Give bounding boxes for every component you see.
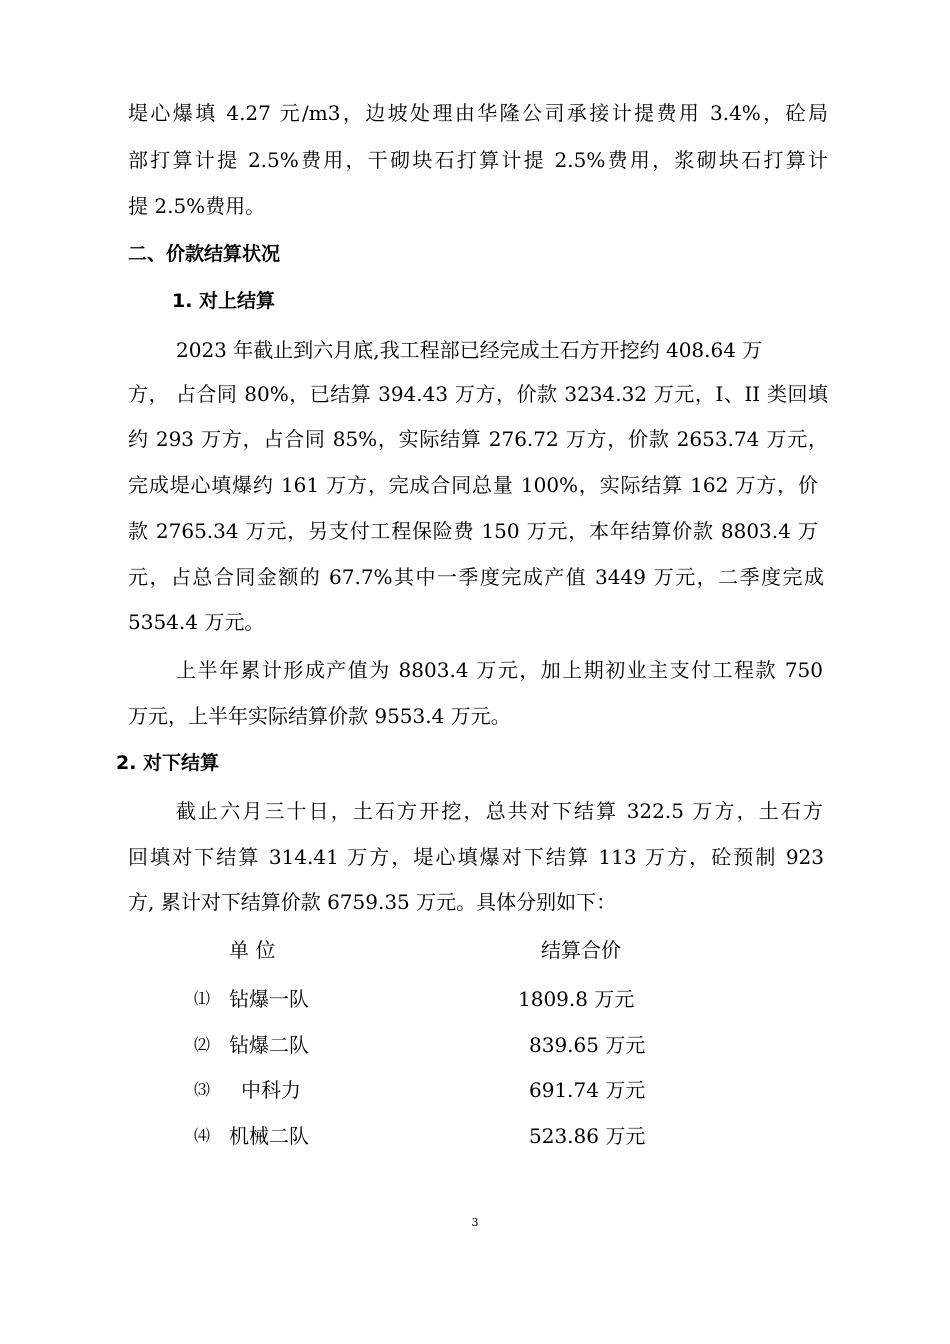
para1-line-5: 款 2765.34 万元，另支付工程保险费 150 万元，本年结算价款 8803.4 万 [128, 519, 818, 543]
para1-line-3: 约 293 万方，占合同 85%，实际结算 276.72 万方，价款 2653.74 万元， [128, 427, 828, 451]
page-number: 3 [471, 1216, 479, 1229]
table-row-2-unit: 钻爆二队 [229, 1033, 309, 1057]
table-header-price: 结算合价 [541, 938, 621, 962]
para3-line-3: 方, 累计对下结算价款 6759.35 万元。具体分别如下： [128, 890, 617, 914]
table-row-1-unit: 钻爆一队 [229, 987, 309, 1011]
intro-line-3: 提 2.5%费用。 [128, 194, 266, 218]
para1-line-4: 完成堤心填爆约 161 万方，完成合同总量 100%，实际结算 162 万方，价 [128, 473, 818, 497]
table-row-4-unit: 机械二队 [229, 1124, 309, 1148]
subsection-1-heading: 1. 对上结算 [172, 290, 276, 312]
table-row-3-unit: 中科力 [241, 1078, 301, 1102]
para2-line-2: 万元，上半年实际结算价款 9553.4 万元。 [128, 704, 511, 728]
table-row-2-index: ⑵ [194, 1035, 211, 1054]
table-row-3-index: ⑶ [194, 1080, 211, 1099]
para2-line-1: 上半年累计形成产值为 8803.4 万元，加上期初业主支付工程款 750 [176, 658, 823, 682]
table-row-4-index: ⑷ [194, 1126, 211, 1145]
para1-line-6: 元，占总合同金额的 67.7%其中一季度完成产值 3449 万元，二季度完成 [128, 565, 824, 589]
table-row-1-index: ⑴ [194, 989, 211, 1008]
para3-line-2: 回填对下结算 314.41 万方，堤心填爆对下结算 113 万方，砼预制 923 [128, 845, 824, 869]
subsection-2-heading: 2. 对下结算 [116, 752, 220, 774]
intro-line-2: 部打算计提 2.5%费用，干砌块石打算计提 2.5%费用，浆砌块石打算计 [128, 148, 828, 172]
table-row-2-price: 839.65 万元 [529, 1033, 646, 1057]
table-header-unit: 单 位 [229, 938, 276, 962]
para1-line-1: 2023 年截止到六月底,我工程部已经完成土石方开挖约 408.64 万 [176, 338, 763, 362]
table-row-4-price: 523.86 万元 [529, 1124, 646, 1148]
para1-line-2: 方， 占合同 80%，已结算 394.43 万方，价款 3234.32 万元，I、II 类回填 [128, 382, 828, 406]
para1-line-7: 5354.4 万元。 [128, 610, 265, 634]
para3-line-1: 截止六月三十日，土石方开挖，总共对下结算 322.5 万方，土石方 [176, 799, 823, 823]
table-row-3-price: 691.74 万元 [529, 1078, 646, 1102]
section-heading: 二、价款结算状况 [128, 243, 281, 265]
table-row-1-price: 1809.8 万元 [518, 987, 635, 1011]
intro-line-1: 堤心爆填 4.27 元/m3，边坡处理由华隆公司承接计提费用 3.4%，砼局 [128, 101, 828, 125]
